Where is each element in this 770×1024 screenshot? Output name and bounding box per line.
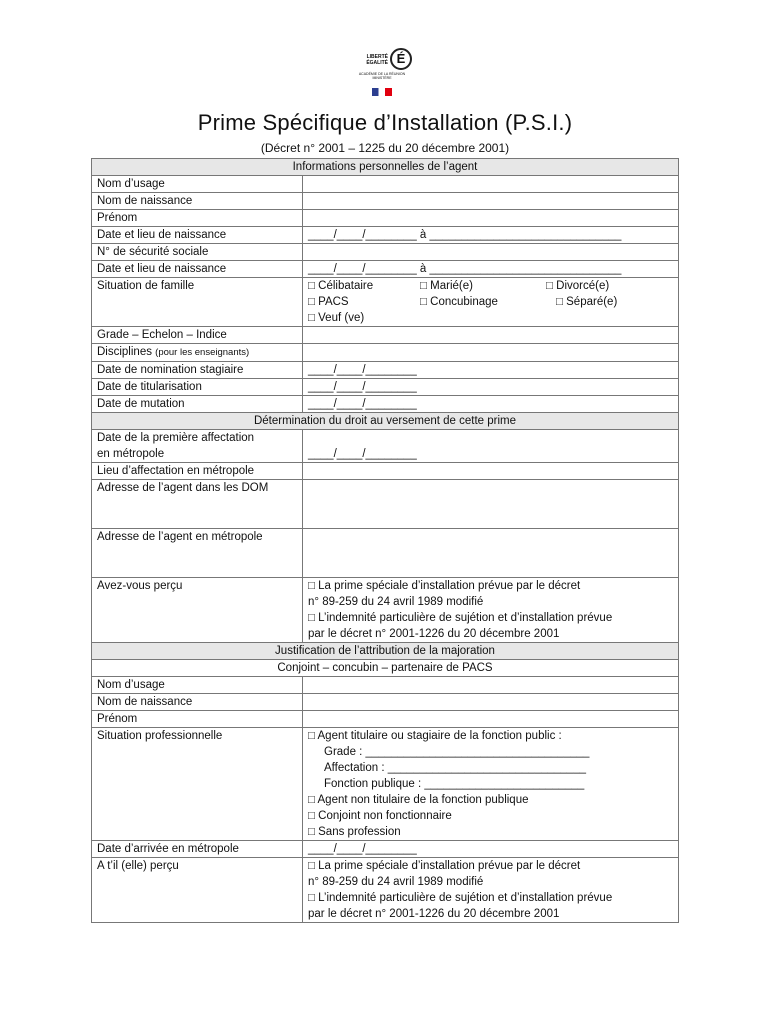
label-date-arrivee: Date d’arrivée en métropole — [92, 841, 303, 858]
field-secu[interactable] — [303, 244, 679, 261]
field-adresse-dom[interactable] — [303, 480, 679, 529]
conjoint-indemnite-ref: par le décret n° 2001-1226 du 20 décembre 2001 — [308, 908, 560, 920]
form-row-adresse-metropole — [92, 529, 679, 578]
section-spouse-header: Conjoint – concubin – partenaire de PACS — [92, 660, 679, 677]
field-nomination[interactable]: ____/____/________ — [303, 362, 679, 379]
professional-options — [303, 728, 679, 841]
form-row-conjoint-percu — [92, 858, 679, 923]
label-conjoint-prenom: Prénom — [92, 711, 303, 728]
form-row-avez-vous-percu — [92, 578, 679, 643]
form-row-titularisation — [92, 379, 679, 396]
form-row-nom-naissance — [92, 193, 679, 210]
perceived-options — [303, 578, 679, 643]
field-nom-naissance[interactable] — [303, 193, 679, 210]
label-premiere-affectation-line2: en métropole — [97, 448, 165, 460]
label-nomination: Date de nomination stagiaire — [92, 362, 303, 379]
indemnite-ref: par le décret n° 2001-1226 du 20 décembre 2001 — [308, 628, 560, 640]
form-row-nomination — [92, 362, 679, 379]
label-adresse-dom: Adresse de l’agent dans les DOM — [92, 480, 303, 529]
label-titularisation: Date de titularisation — [92, 379, 303, 396]
logo-letter: É — [390, 48, 412, 70]
field-fonction-publique[interactable]: Fonction publique : _________________________ — [324, 778, 585, 790]
form-row-nom-usage — [92, 176, 679, 193]
form-row-situation-famille — [92, 278, 679, 327]
prime-speciale-ref: n° 89-259 du 24 avril 1989 modifié — [308, 596, 484, 608]
field-lieu-affectation[interactable] — [303, 463, 679, 480]
field-date-lieu-naissance-2[interactable]: ____/____/________ à ______________________________ — [303, 261, 679, 278]
label-disciplines-note: (pour les enseignants) — [155, 347, 250, 358]
form-row-conjoint-nom-naissance — [92, 694, 679, 711]
label-adresse-metropole: Adresse de l’agent en métropole — [92, 529, 303, 578]
form-row-disciplines — [92, 344, 679, 362]
field-date-lieu-naissance[interactable]: ____/____/________ à ______________________________ — [303, 227, 679, 244]
page-subtitle: (Décret n° 2001 – 1225 du 20 décembre 2001) — [260, 141, 510, 155]
section-justification-header: Justification de l’attribution de la majoration — [92, 643, 679, 660]
page-title: Prime Spécifique d’Installation (P.S.I.) — [197, 110, 573, 135]
label-nom-naissance: Nom de naissance — [92, 193, 303, 210]
label-lieu-affectation: Lieu d’affectation en métropole — [92, 463, 303, 480]
field-disciplines[interactable] — [303, 344, 679, 362]
label-premiere-affectation — [92, 430, 303, 463]
field-conjoint-nom-usage[interactable] — [303, 677, 679, 694]
field-nom-usage[interactable] — [303, 176, 679, 193]
label-prenom: Prénom — [92, 210, 303, 227]
form-row-date-arrivee — [92, 841, 679, 858]
conjoint-perceived-options — [303, 858, 679, 923]
logo-caption: ACADÉMIE DE LA RÉUNION MINISTÈRE — [358, 72, 406, 80]
checkbox-concubinage[interactable]: □ Concubinage — [420, 296, 498, 308]
field-mutation[interactable]: ____/____/________ — [303, 396, 679, 413]
checkbox-separe[interactable]: □ Séparé(e) — [556, 296, 618, 308]
form-row-prenom — [92, 210, 679, 227]
form-row-situation-pro — [92, 728, 679, 841]
checkbox-celibataire[interactable]: □ Célibataire — [308, 280, 374, 292]
form-row-conjoint-prenom — [92, 711, 679, 728]
checkbox-pacs[interactable]: □ PACS — [308, 296, 349, 308]
checkbox-conjoint-prime-speciale[interactable]: □ La prime spéciale d’installation prévue par le décret — [308, 860, 581, 872]
label-date-lieu-naissance-2: Date et lieu de naissance — [92, 261, 303, 278]
field-adresse-metropole[interactable] — [303, 529, 679, 578]
label-grade: Grade – Echelon – Indice — [92, 327, 303, 344]
checkbox-sans-profession[interactable]: □ Sans profession — [308, 826, 401, 838]
form-row-conjoint-nom-usage — [92, 677, 679, 694]
form-row-adresse-dom — [92, 480, 679, 529]
form-row-date-lieu-naissance-2 — [92, 261, 679, 278]
checkbox-agent-titulaire[interactable]: □ Agent titulaire ou stagiaire de la fonction public : — [308, 730, 562, 742]
field-premiere-affectation-date: ____/____/________ — [308, 448, 417, 460]
field-premiere-affectation[interactable] — [303, 430, 679, 463]
checkbox-prime-speciale[interactable]: □ La prime spéciale d’installation prévue par le décret — [308, 580, 581, 592]
checkbox-conjoint-indemnite[interactable]: □ L’indemnité particulière de sujétion et d’installation prévue — [308, 892, 613, 904]
checkbox-divorce[interactable]: □ Divorcé(e) — [546, 280, 610, 292]
checkbox-agent-non-titulaire[interactable]: □ Agent non titulaire de la fonction publique — [308, 794, 529, 806]
checkbox-indemnite[interactable]: □ L’indemnité particulière de sujétion et d’installation prévue — [308, 612, 613, 624]
logo-motto: LIBERTÉ ÉGALITÉ — [366, 54, 388, 66]
field-date-arrivee[interactable]: ____/____/________ — [303, 841, 679, 858]
label-date-lieu-naissance: Date et lieu de naissance — [92, 227, 303, 244]
label-premiere-affectation-line1: Date de la première affectation — [97, 432, 255, 444]
checkbox-conjoint-non-fonctionnaire[interactable]: □ Conjoint non fonctionnaire — [308, 810, 452, 822]
label-conjoint-nom-naissance: Nom de naissance — [92, 694, 303, 711]
republic-logo — [356, 48, 408, 104]
field-grade-conjoint[interactable]: Grade : ___________________________________ — [324, 746, 590, 758]
label-situation-pro: Situation professionnelle — [92, 728, 303, 841]
label-disciplines-text: Disciplines — [97, 346, 152, 358]
label-nom-usage: Nom d’usage — [92, 176, 303, 193]
label-secu: N° de sécurité sociale — [92, 244, 303, 261]
conjoint-prime-speciale-ref: n° 89-259 du 24 avril 1989 modifié — [308, 876, 484, 888]
flag-icon — [372, 88, 392, 96]
psi-form-table — [91, 158, 679, 923]
checkbox-veuf[interactable]: □ Veuf (ve) — [308, 312, 365, 324]
field-conjoint-nom-naissance[interactable] — [303, 694, 679, 711]
field-prenom[interactable] — [303, 210, 679, 227]
section-determination-header: Détermination du droit au versement de cette prime — [92, 413, 679, 430]
label-conjoint-percu: A t’il (elle) perçu — [92, 858, 303, 923]
label-conjoint-nom-usage: Nom d’usage — [92, 677, 303, 694]
field-titularisation[interactable]: ____/____/________ — [303, 379, 679, 396]
field-affectation-conjoint[interactable]: Affectation : _______________________________ — [324, 762, 586, 774]
checkbox-marie[interactable]: □ Marié(e) — [420, 280, 473, 292]
form-row-secu — [92, 244, 679, 261]
form-row-mutation — [92, 396, 679, 413]
label-disciplines — [92, 344, 303, 362]
section-personal-header: Informations personnelles de l’agent — [92, 159, 679, 176]
form-row-grade — [92, 327, 679, 344]
form-row-date-lieu-naissance — [92, 227, 679, 244]
form-row-premiere-affectation — [92, 430, 679, 463]
form-row-lieu-affectation — [92, 463, 679, 480]
label-situation-famille: Situation de famille — [92, 278, 303, 327]
field-grade[interactable] — [303, 327, 679, 344]
label-mutation: Date de mutation — [92, 396, 303, 413]
label-avez-vous-percu: Avez-vous perçu — [92, 578, 303, 643]
family-options — [303, 278, 679, 327]
field-conjoint-prenom[interactable] — [303, 711, 679, 728]
